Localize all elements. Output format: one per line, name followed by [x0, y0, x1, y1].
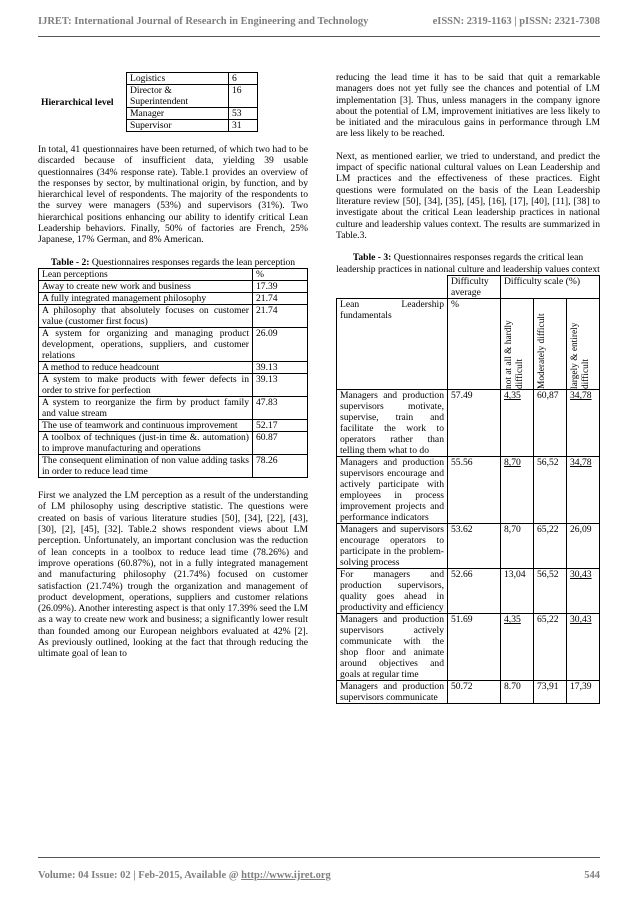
- table-row: [337, 614, 600, 681]
- table-row: [39, 420, 308, 432]
- paragraph-lead-time: reducing the lead time it has to be said that quit a remarkable managers does not yet fully see the chances and potential of LM implementation [3]. Thus, unless managers in the company ignore about the potential of LM, improvement initiatives are less likely to be initiated and the miraculous gains in performance through LM are less likely to be reached.: [336, 72, 600, 140]
- header-cell: Difficulty average: [448, 276, 501, 299]
- row-value: 21.74: [253, 293, 308, 305]
- caption-text: Questionnaires responses regards the critical lean leadership practices in national culture and leadership values context: [336, 252, 600, 275]
- paragraph-response-rate: In total, 41 questionnaires have been returned, of which two had to be discarded because of insufficient data, yielding 39 usable questionnaires (34% response rate). Table.1 provides an overview of the responses by sector, by multinational origin, by function, and by hierarchical level of respondents. The majority of the respondents to the survey were managers (53%) and supervisors (31%). Two hierarchical positions enhancing our ability to identify critical Lean Leadership behaviors. Finally, 50% of factories are French, 25% Japanese, 17% German, and 8% American.: [38, 144, 308, 246]
- row-avg: 51.69: [448, 614, 501, 681]
- issn: eISSN: 2319-1163 | pISSN: 2321-7308: [432, 16, 600, 27]
- row-value: 78.26: [253, 455, 308, 478]
- row-value: 60.87: [253, 432, 308, 455]
- row-c2: 65,22: [534, 524, 567, 569]
- row-c3: 30,43: [567, 614, 600, 681]
- table-2: [38, 268, 308, 478]
- header-cell: %: [253, 269, 308, 281]
- row-text: A method to reduce headcount: [39, 362, 253, 374]
- journal-title: IJRET: International Journal of Research in Engineering and Technology: [38, 16, 369, 27]
- left-column: [38, 72, 308, 660]
- table-row: [337, 390, 600, 457]
- right-column: [336, 72, 600, 704]
- row-text: Managers and production supervisors encourage and actively participate with employees in process improvement projects and performance indicators: [337, 457, 448, 524]
- table1-cell: 31: [229, 120, 258, 132]
- table-row: [39, 432, 308, 455]
- row-avg: 57.49: [448, 390, 501, 457]
- table-row: [39, 281, 308, 293]
- table-row: [39, 397, 308, 420]
- table-header-row: [337, 276, 600, 299]
- row-c1: 4,35: [501, 390, 534, 457]
- table1-cell: Supervisor: [127, 120, 229, 132]
- empty-cell: [337, 276, 448, 299]
- row-c3: 17,39: [567, 681, 600, 704]
- row-value: 39.13: [253, 362, 308, 374]
- row-text: Managers and production supervisors motivate, supervise, train and facilitate the work to operators rather than telling them what to do: [337, 390, 448, 457]
- table-row: [39, 374, 308, 397]
- row-value: 17.39: [253, 281, 308, 293]
- row-c1: 8,70: [501, 457, 534, 524]
- table-row: [337, 524, 600, 569]
- table-row: [39, 328, 308, 362]
- row-text: A philosophy that absolutely focuses on customer value (customer first focus): [39, 305, 253, 328]
- row-value: 26.09: [253, 328, 308, 362]
- row-value: 39.13: [253, 374, 308, 397]
- table-3-caption: [336, 252, 600, 275]
- row-avg: 52.66: [448, 569, 501, 614]
- row-text: For managers and production supervisors, quality goes ahead in productivity and efficiency: [337, 569, 448, 614]
- table-row: [39, 455, 308, 478]
- page-header: [38, 16, 600, 27]
- row-text: A system to reorganize the firm by product family and value stream: [39, 397, 253, 420]
- journal-link[interactable]: http://www.ijret.org: [241, 870, 331, 881]
- table1-cell: 6: [229, 73, 258, 85]
- row-text: Managers and production supervisors actively communicate with the shop floor and animate around objectives and goals at regular time: [337, 614, 448, 681]
- table-row: [337, 457, 600, 524]
- table-1: [38, 72, 258, 132]
- row-avg: 53.62: [448, 524, 501, 569]
- header-rule: [38, 36, 600, 37]
- table-row: [337, 569, 600, 614]
- table1-cell: 53: [229, 108, 258, 120]
- page-number: 544: [584, 870, 600, 881]
- caption-label: Table - 3:: [352, 252, 392, 264]
- row-c2: 56,52: [534, 569, 567, 614]
- page-footer: [38, 870, 600, 881]
- table-row: [39, 305, 308, 328]
- row-avg: 50.72: [448, 681, 501, 704]
- row-text: Managers and supervisors encourage operators to participate in the problem-solving process: [337, 524, 448, 569]
- table1-cell: Manager: [127, 108, 229, 120]
- row-c2: 65,22: [534, 614, 567, 681]
- row-text: A system for organizing and managing product development, operations, suppliers, and customer relations: [39, 328, 253, 362]
- table-2-caption: [38, 257, 308, 269]
- header-cell: %: [448, 299, 501, 390]
- row-c1: 13,04: [501, 569, 534, 614]
- row-c3: 34,78: [567, 390, 600, 457]
- row-text: The use of teamwork and continuous improvement: [39, 420, 253, 432]
- table-row: [39, 362, 308, 374]
- row-text: A fully integrated management philosophy: [39, 293, 253, 305]
- row-value: 52.17: [253, 420, 308, 432]
- header-cell: Lean perceptions: [39, 269, 253, 281]
- table1-cell: Director & Superintendent: [127, 85, 229, 108]
- row-text: A toolbox of techniques (just-in time &. automation) to improve manufacturing and operations: [39, 432, 253, 455]
- row-c2: 56,52: [534, 457, 567, 524]
- row-c2: 60,87: [534, 390, 567, 457]
- row-c3: 30,43: [567, 569, 600, 614]
- footer-rule: [38, 857, 600, 858]
- table-row: [39, 293, 308, 305]
- row-avg: 55.56: [448, 457, 501, 524]
- table-header-row: [39, 269, 308, 281]
- row-text: Managers and production supervisors communicate: [337, 681, 448, 704]
- row-value: 21.74: [253, 305, 308, 328]
- row-c1: 8.70: [501, 681, 534, 704]
- header-cell: largely & entirely difficult: [570, 322, 591, 390]
- paragraph-lm-perception: First we analyzed the LM perception as a result of the understanding of LM philosophy using descriptive statistic. The questions were created on basis of various literature studies [50], [34], [22], [43], [30], [2], [45], [32]. Table.2 shows respondent views about LM perception. Unfortunately, an important conclusion was the reduction of lean concepts in a toolbox to reduce lead time (78.26%) and improve operations (60.87%), not in a fully integrated management and manufacturing philosophy (21.74%) focused on customer satisfaction (21.74%) trough the organization and management of product development, operations, suppliers and customer relations (26.09%). Another interesting aspect is that only 17.39% seed the LM as a way to create new work and business; a significantly lower result than founded among our European neighbors evaluated at 42% [2]. As previously outlined, looking at the fact that through reducing the ultimate goal of lean to: [38, 490, 308, 660]
- row-c1: 4,35: [501, 614, 534, 681]
- row-c3: 26,09: [567, 524, 600, 569]
- row-c2: 73,91: [534, 681, 567, 704]
- caption-label: Table - 2:: [50, 256, 90, 268]
- row-text: The consequent elimination of non value adding tasks in order to reduce lead time: [39, 455, 253, 478]
- row-c1: 8,70: [501, 524, 534, 569]
- table-header-row: [337, 299, 600, 390]
- row-text: Away to create new work and business: [39, 281, 253, 293]
- header-cell: Difficulty scale (%): [501, 276, 600, 299]
- row-c3: 34,78: [567, 457, 600, 524]
- header-cell: Lean Leadership fundamentals: [337, 299, 448, 390]
- header-cell: Moderately difficult: [537, 313, 547, 390]
- table-3: [336, 275, 600, 704]
- header-cell: not at all & hardly difficult: [504, 320, 525, 390]
- table1-cell: Logistics: [127, 73, 229, 85]
- row-text: A system to make products with fewer defects in order to strive for perfection: [39, 374, 253, 397]
- hierarchical-level-label: Hierarchical level: [38, 73, 127, 132]
- volume-text: Volume: 04 Issue: 02 | Feb-2015, Available @: [38, 870, 242, 881]
- table-row: [337, 681, 600, 704]
- paragraph-national-culture: Next, as mentioned earlier, we tried to understand, and predict the impact of specific national cultural values on Lean Leadership and LM practices and the effectiveness of these practices. Eight questions were formulated on the basis of the Lean Leadership literature review [50], [34], [35], [45], [16], [17], [40], [11], [38] to investigate about the critical Lean leadership practices in national culture and leadership values context. The results are summarized in Table.3.: [336, 150, 600, 241]
- table1-cell: 16: [229, 85, 258, 108]
- row-value: 47.83: [253, 397, 308, 420]
- footer-volume: [38, 870, 331, 881]
- caption-text: Questionnaires responses regards the lean perception: [89, 256, 296, 268]
